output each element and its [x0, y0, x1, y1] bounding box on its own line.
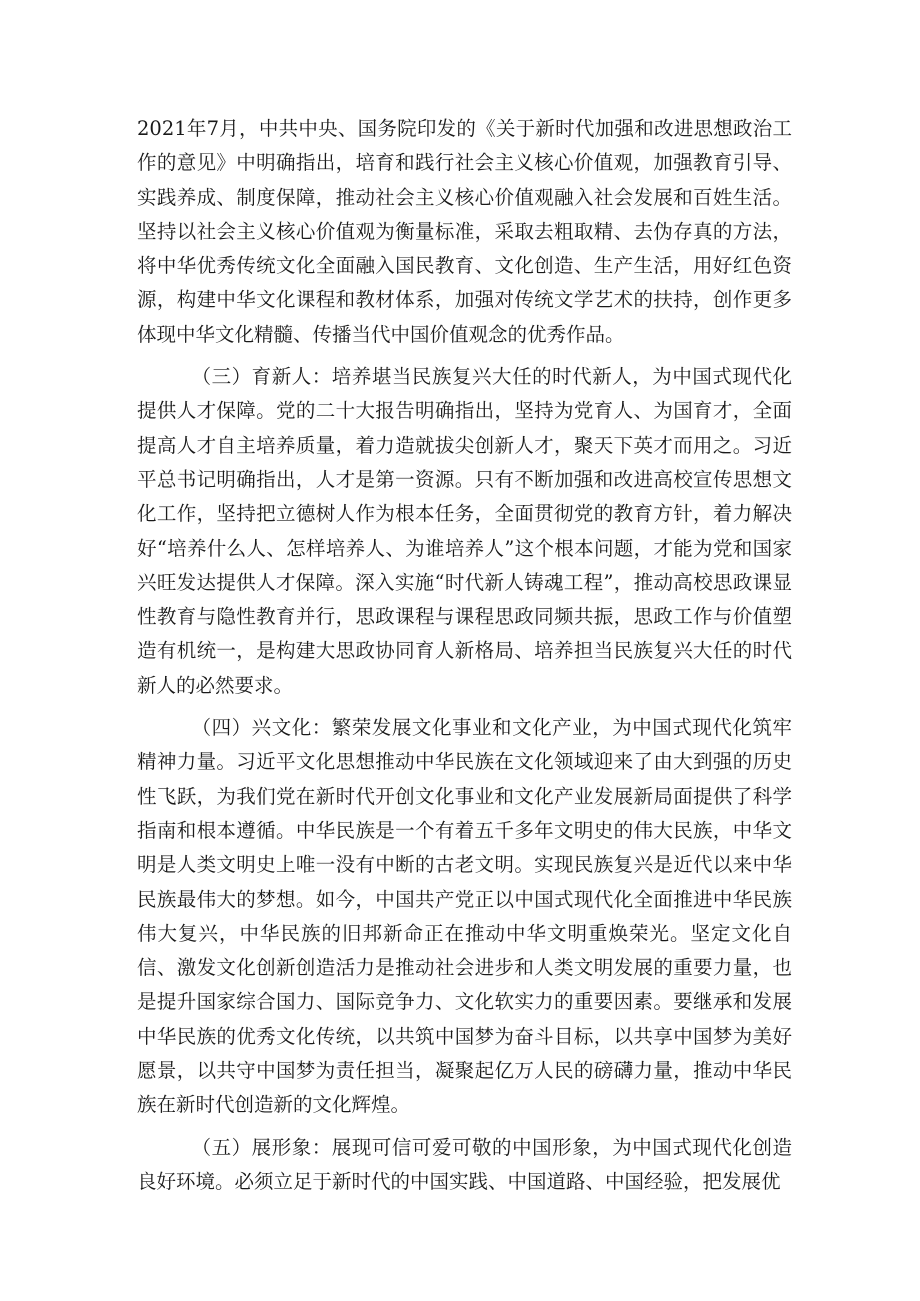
paragraph-section-4: （四）兴文化：繁荣发展文化事业和文化产业，为中国式现代化筑牢精神力量。习近平文化思想推动中华民族在文化领域迎来了由大到强的历史性飞跃，为我们党在新时代开创文化事业和文化产业发展新局面提供了科学指南和根本遵循。中华民族是一个有着五千多年文明史的伟大民族，中华文明是人类文明史上唯一没有中断的古老文明。实现民族复兴是近代以来中华民族最伟大的梦想。如今，中国共产党正以中国式现代化全面推进中华民族伟大复兴，中华民族的旧邦新命正在推动中华文明重焕荣光。坚定文化自信、激发文化创新创造活力是推动社会进步和人类文明发展的重要力量，也是提升国家综合国力、国际竞争力、文化软实力的重要因素。要继承和发展中华民族的优秀文化传统，以共筑中国梦为奋斗目标，以共享中国梦为美好愿景，以共守中国梦为责任担当，凝聚起亿万人民的磅礴力量，推动中华民族在新时代创造新的文化辉煌。 [137, 716, 792, 1117]
document-body [137, 112, 792, 1207]
paragraph-section-3: （三）育新人：培养堪当民族复兴大任的时代新人，为中国式现代化提供人才保障。党的二十大报告明确指出，坚持为党育人、为国育才，全面提高人才自主培养质量，着力造就拔尖创新人才，聚天下英才而用之。习近平总书记明确指出，人才是第一资源。只有不断加强和改进高校宣传思想文化工作，坚持把立德树人作为根本任务，全面贯彻党的教育方针，着力解决好“培养什么人、怎样培养人、为谁培养人”这个根本问题，才能为党和国家兴旺发达提供人才保障。深入实施“时代新人铸魂工程”，推动高校思政课显性教育与隐性教育并行，思政课程与课程思政同频共振，思政工作与价值塑造有机统一，是构建大思政协同育人新格局、培养担当民族复兴大任的时代新人的必然要求。 [137, 365, 792, 697]
paragraph-section-5: （五）展形象：展现可信可爱可敬的中国形象，为中国式现代化创造良好环境。必须立足于新时代的中国实践、中国道路、中国经验，把发展优 [137, 1135, 792, 1193]
paragraph-intro: 2021年7月，中共中央、国务院印发的《关于新时代加强和改进思想政治工作的意见》中明确指出，培育和践行社会主义核心价值观，加强教育引导、实践养成、制度保障，推动社会主义核心价值观融入社会发展和百姓生活。坚持以社会主义核心价值观为衡量标准，采取去粗取精、去伪存真的方法，将中华优秀传统文化全面融入国民教育、文化创造、生产生活，用好红色资源，构建中华文化课程和教材体系，加强对传统文学艺术的扶持，创作更多体现中华文化精髓、传播当代中国价值观念的优秀作品。 [137, 117, 792, 346]
